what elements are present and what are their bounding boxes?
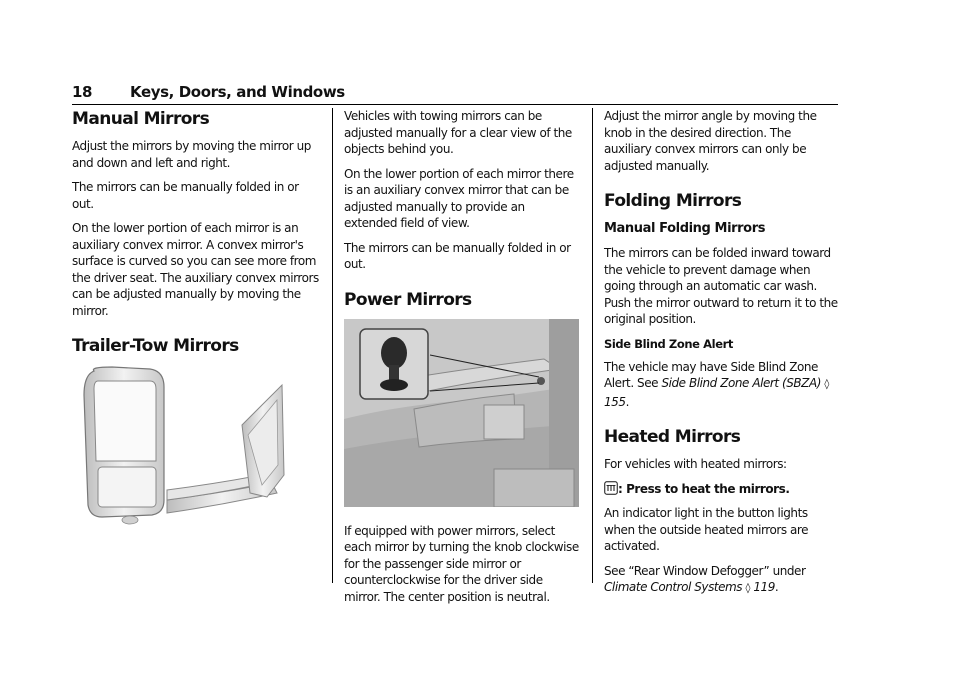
column-left — [72, 108, 320, 551]
paragraph: The mirrors can be manually folded in or out. — [344, 240, 571, 271]
subheading-manual-folding-mirrors: Manual Folding Mirrors — [604, 221, 766, 236]
cross-reference-link[interactable]: Climate Control Systems — [604, 580, 743, 594]
column-middle — [344, 108, 579, 613]
paragraph: The mirrors can be folded inward toward the vehicle to prevent damage when going through an automatic car wash. Push the mirror outward to return it to the original position. — [604, 246, 838, 326]
paragraph-see-also: See “Rear Window Defogger” under Climate Control Systems ◊ 119. — [604, 563, 806, 594]
paragraph: Adjust the mirror angle by moving the knob in the desired direction. The auxiliary convex mirrors can only be adjusted manually. — [604, 109, 817, 173]
section-title: Keys, Doors, and Windows — [130, 83, 345, 101]
paragraph: Adjust the mirrors by moving the mirror up and down and left and right. — [72, 139, 311, 170]
paragraph: If equipped with power mirrors, select each mirror by turning the knob clockwise for the passenger side mirror or counterclockwise for the driver side mirror. The center position is neutral. — [344, 523, 579, 604]
page-number: 18 — [72, 83, 93, 101]
trailer-tow-mirror-illustration — [72, 365, 302, 535]
paragraph: An indicator light in the button lights when the outside heated mirrors are activated. — [604, 506, 809, 553]
page-header — [72, 82, 838, 105]
paragraph: On the lower portion of each mirror is an auxiliary convex mirror. A convex mirror's surface is curved so you can see more from the driver seat. The auxiliary convex mirrors can be adjusted manually by moving the mirror. — [72, 221, 319, 318]
paragraph-heat-button: : Press to heat the mirrors. — [604, 481, 840, 498]
column-right — [604, 108, 840, 606]
paragraph-sbza: The vehicle may have Side Blind Zone Alert. See Side Blind Zone Alert (SBZA) ◊ 155. — [604, 359, 829, 409]
cross-reference-link[interactable]: Side Blind Zone Alert (SBZA) — [661, 376, 821, 390]
heading-power-mirrors: Power Mirrors — [344, 289, 472, 310]
column-divider — [592, 108, 593, 583]
page-ref-arrow-icon: ◊ — [824, 379, 829, 390]
page-ref-arrow-icon: ◊ — [745, 583, 750, 594]
paragraph: Vehicles with towing mirrors can be adjusted manually for a clear view of the objects behind you. — [344, 109, 572, 156]
paragraph: The mirrors can be manually folded in or out. — [72, 180, 299, 211]
heading-folding-mirrors: Folding Mirrors — [604, 191, 742, 211]
heading-manual-mirrors: Manual Mirrors — [72, 109, 210, 129]
subheading-side-blind-zone-alert: Side Blind Zone Alert — [604, 336, 733, 351]
heated-mirror-icon — [604, 481, 618, 495]
paragraph: For vehicles with heated mirrors: — [604, 457, 787, 471]
heading-trailer-tow-mirrors: Trailer-Tow Mirrors — [72, 336, 239, 356]
page-reference[interactable]: 119 — [753, 580, 775, 594]
paragraph: On the lower portion of each mirror there is an auxiliary convex mirror that can be adjusted manually to provide an extended field of view. — [344, 166, 574, 230]
column-divider — [332, 108, 333, 583]
power-mirror-control-illustration — [344, 319, 579, 507]
heading-heated-mirrors: Heated Mirrors — [604, 427, 741, 447]
page-reference[interactable]: 155 — [604, 394, 626, 409]
